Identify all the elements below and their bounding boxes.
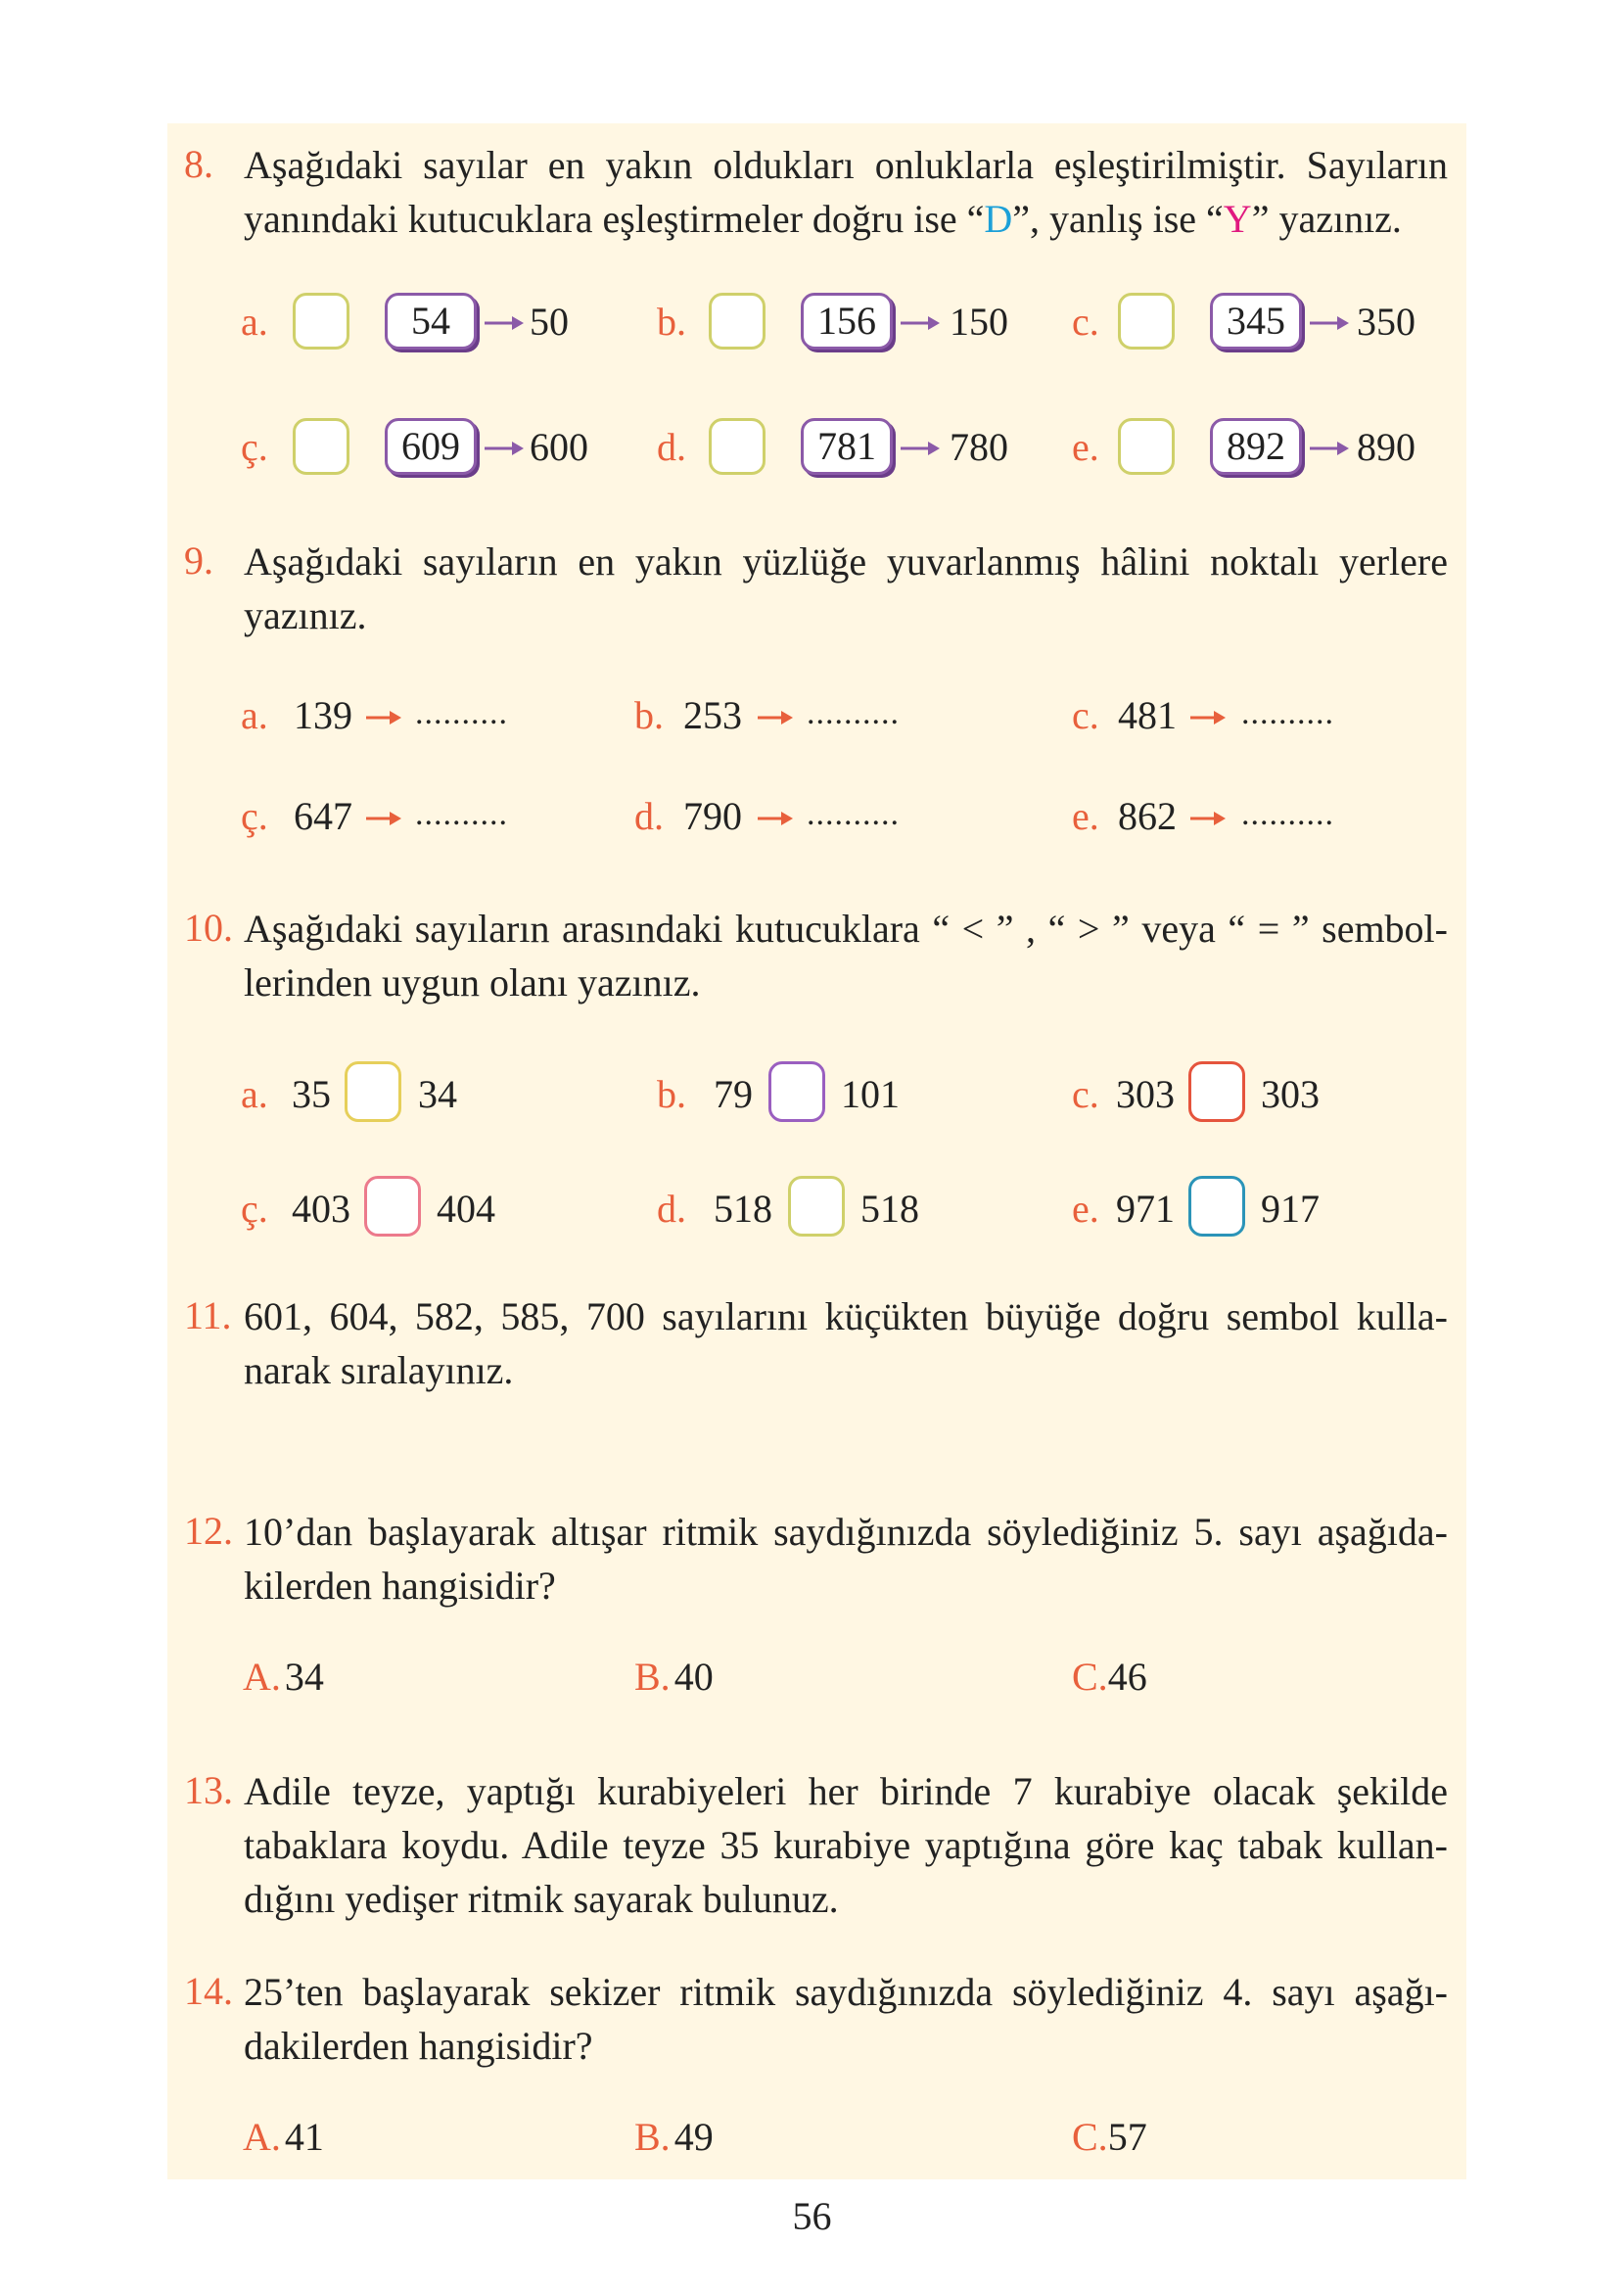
q9-value: 790 [683, 794, 742, 838]
q8-item-label: d. [657, 425, 686, 469]
q14-line2: dakilerden hangisidir? [244, 2024, 593, 2068]
q13-line2: tabaklara koydu. Adile teyze 35 kurabiye yaptığına göre kaç tabak kullan- [244, 1823, 1448, 1867]
option-value: 34 [284, 1655, 324, 1699]
q9-item-label: b. [634, 693, 664, 737]
q9-number: 9. [184, 538, 213, 583]
q8-letter-y: Y [1223, 197, 1252, 241]
q8-answer-box[interactable] [1118, 418, 1175, 475]
q10-compare-box[interactable] [768, 1061, 825, 1122]
q10-line2: lerinden uygun olanı yazınız. [244, 960, 701, 1005]
q9-value: 481 [1118, 693, 1177, 737]
q10-item-label: ç. [241, 1187, 268, 1231]
q10-left: 518 [714, 1187, 772, 1231]
q8-line2-b: ”, yanlış ise “ [1012, 197, 1224, 241]
q10-right: 101 [841, 1072, 900, 1116]
q9-item-label: ç. [241, 794, 268, 838]
q9-arrow-icon [364, 809, 403, 828]
q9-arrow-icon [756, 708, 795, 727]
q14-text [244, 1965, 1448, 2073]
q8-number-box: 609 [385, 418, 477, 475]
q8-target: 780 [950, 425, 1008, 469]
q14-option-c[interactable] [1072, 2114, 1147, 2160]
q8-item-label: b. [657, 300, 686, 344]
option-value: 49 [673, 2115, 714, 2159]
q8-answer-box[interactable] [293, 293, 349, 350]
q8-number-box: 892 [1210, 418, 1302, 475]
option-label: A. [243, 2115, 281, 2159]
q8-item-label: ç. [241, 425, 268, 469]
q9-arrow-icon [756, 809, 795, 828]
q11-text [244, 1289, 1448, 1397]
q13-line1: Adile teyze, yaptığı kurabiyeleri her birinde 7 kurabiye olacak şekilde [244, 1769, 1448, 1813]
q14-option-a[interactable] [243, 2114, 324, 2160]
q8-arrow-icon [1308, 313, 1351, 333]
q9-arrow-icon [1188, 809, 1228, 828]
q8-arrow-icon [483, 439, 526, 458]
q10-right: 917 [1261, 1187, 1320, 1231]
q10-right: 34 [418, 1072, 457, 1116]
q8-target: 50 [530, 300, 569, 344]
q10-left: 303 [1116, 1072, 1175, 1116]
q9-blank[interactable]: .......... [807, 695, 900, 731]
q9-item-label: a. [241, 693, 268, 737]
q8-answer-box[interactable] [709, 293, 766, 350]
q14-line1: 25’ten başlayarak sekizer ritmik saydığınızda söylediğiniz 4. sayı aşağı- [244, 1970, 1448, 2014]
q10-left: 403 [292, 1187, 350, 1231]
q10-right: 404 [437, 1187, 495, 1231]
q10-compare-box[interactable] [364, 1176, 421, 1237]
q8-item-label: e. [1072, 425, 1099, 469]
q9-blank[interactable]: .......... [1241, 796, 1334, 832]
q8-target: 350 [1357, 300, 1415, 344]
q10-text [244, 902, 1448, 1009]
q8-target: 150 [950, 300, 1008, 344]
q9-line2: yazınız. [244, 593, 367, 637]
q9-value: 862 [1118, 794, 1177, 838]
q9-text [244, 535, 1448, 642]
q12-option-b[interactable] [634, 1654, 714, 1700]
option-label: C. [1072, 1655, 1108, 1699]
q8-arrow-icon [899, 313, 942, 333]
option-value: 46 [1107, 1655, 1147, 1699]
q12-text [244, 1505, 1448, 1613]
q9-item-label: e. [1072, 794, 1099, 838]
q10-compare-box[interactable] [1188, 1061, 1245, 1122]
q8-line1: Aşağıdaki sayılar en yakın oldukları onluklarla eşleştirilmiştir. Sayıların [244, 143, 1448, 187]
q9-item-label: c. [1072, 693, 1099, 737]
q10-item-label: d. [657, 1187, 686, 1231]
q10-item-label: c. [1072, 1072, 1099, 1116]
option-value: 57 [1107, 2115, 1147, 2159]
q9-item-label: d. [634, 794, 664, 838]
q8-line2-a: yanındaki kutucuklara eşleştirmeler doğru ise “ [244, 197, 985, 241]
q10-item-label: a. [241, 1072, 268, 1116]
option-label: A. [243, 1655, 281, 1699]
q9-blank[interactable]: .......... [415, 796, 508, 832]
q9-value: 647 [294, 794, 352, 838]
q9-line1: Aşağıdaki sayıların en yakın yüzlüğe yuvarlanmış hâlini noktalı yerlere [244, 539, 1448, 584]
q9-blank[interactable]: .......... [1241, 695, 1334, 731]
q12-option-c[interactable] [1072, 1654, 1147, 1700]
q8-item-label: a. [241, 300, 268, 344]
q10-item-label: e. [1072, 1187, 1099, 1231]
q9-blank[interactable]: .......... [807, 796, 900, 832]
q12-line2: kilerden hangisidir? [244, 1564, 556, 1608]
q10-left: 79 [714, 1072, 753, 1116]
q14-number: 14. [184, 1969, 233, 2013]
q8-answer-box[interactable] [709, 418, 766, 475]
q10-compare-box[interactable] [345, 1061, 401, 1122]
q12-option-a[interactable] [243, 1654, 324, 1700]
q10-compare-box[interactable] [788, 1176, 845, 1237]
option-label: C. [1072, 2115, 1108, 2159]
q10-line1: Aşağıdaki sayıların arasındaki kutucuklara “ < ” , “ > ” veya “ = ” sembol- [244, 907, 1448, 951]
q11-line2: narak sıralayınız. [244, 1348, 514, 1392]
q8-number-box: 156 [801, 293, 893, 350]
q8-answer-box[interactable] [1118, 293, 1175, 350]
q8-number-box: 54 [385, 293, 477, 350]
q10-item-label: b. [657, 1072, 686, 1116]
q9-arrow-icon [1188, 708, 1228, 727]
q12-number: 12. [184, 1509, 233, 1553]
q9-value: 253 [683, 693, 742, 737]
q8-answer-box[interactable] [293, 418, 349, 475]
q8-arrow-icon [899, 439, 942, 458]
q10-compare-box[interactable] [1188, 1176, 1245, 1237]
option-value: 40 [673, 1655, 714, 1699]
q10-number: 10. [184, 906, 233, 950]
option-label: B. [634, 2115, 671, 2159]
q10-left: 971 [1116, 1187, 1175, 1231]
q8-arrow-icon [1308, 439, 1351, 458]
q13-number: 13. [184, 1768, 233, 1812]
q8-text [244, 138, 1448, 246]
q9-arrow-icon [364, 708, 403, 727]
q10-right: 518 [860, 1187, 919, 1231]
page-number: 56 [792, 2194, 832, 2238]
q13-text [244, 1764, 1448, 1926]
q8-target: 600 [530, 425, 588, 469]
q8-number: 8. [184, 142, 213, 186]
q11-number: 11. [184, 1293, 232, 1337]
q9-value: 139 [294, 693, 352, 737]
q9-blank[interactable]: .......... [415, 695, 508, 731]
option-label: B. [634, 1655, 671, 1699]
q8-target: 890 [1357, 425, 1415, 469]
q8-line2 [244, 192, 1448, 246]
q14-option-b[interactable] [634, 2114, 714, 2160]
q13-line3: dığını yedişer ritmik sayarak bulunuz. [244, 1877, 839, 1921]
q8-line2-c: ” yazınız. [1251, 197, 1402, 241]
q8-letter-d: D [984, 197, 1013, 241]
q8-number-box: 781 [801, 418, 893, 475]
q12-line1: 10’dan başlayarak altışar ritmik saydığınızda söylediğiniz 5. sayı aşağıda- [244, 1510, 1448, 1554]
q10-left: 35 [292, 1072, 331, 1116]
q11-line1: 601, 604, 582, 585, 700 sayılarını küçükten büyüğe doğru sembol kulla- [244, 1294, 1448, 1338]
q8-arrow-icon [483, 313, 526, 333]
q8-number-box: 345 [1210, 293, 1302, 350]
q8-item-label: c. [1072, 300, 1099, 344]
q10-right: 303 [1261, 1072, 1320, 1116]
option-value: 41 [284, 2115, 324, 2159]
